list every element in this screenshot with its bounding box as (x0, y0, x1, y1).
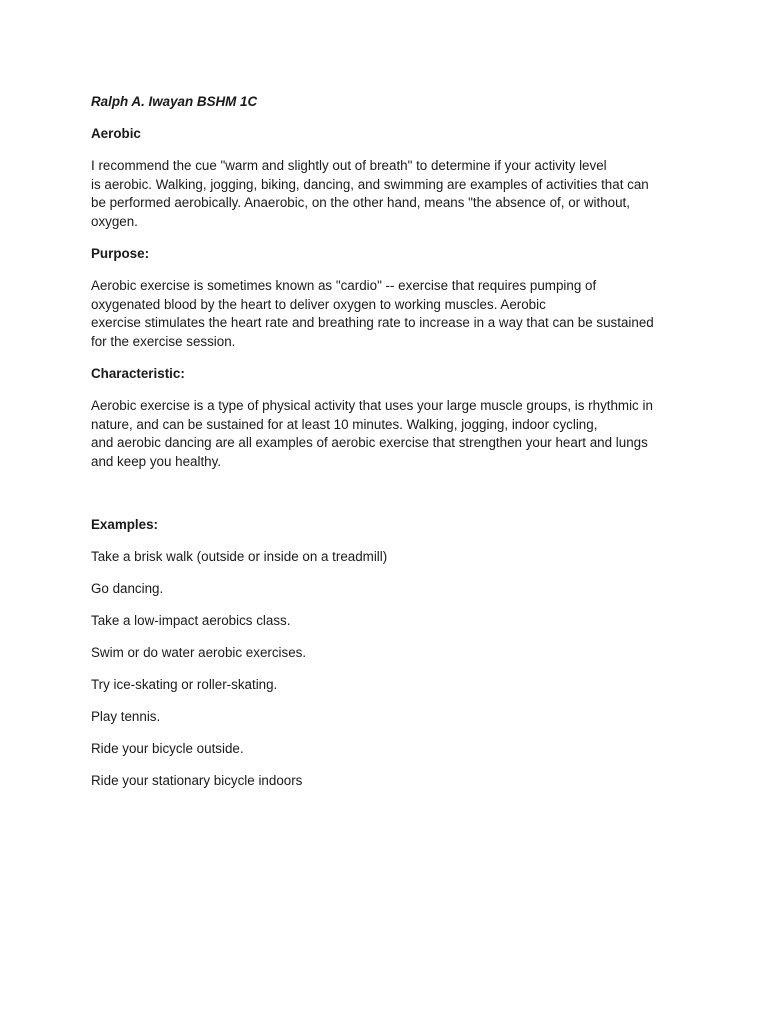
document-page (91, 93, 681, 804)
heading-examples: Examples: (91, 516, 158, 532)
paragraph-line: and keep you healthy. (91, 454, 222, 470)
paragraph-line: Aerobic exercise is a type of physical activity that uses your large muscle groups, is rhythmic in (91, 397, 653, 413)
example-item: Ride your stationary bicycle indoors (91, 772, 303, 788)
paragraph-line: is aerobic. Walking, jogging, biking, dancing, and swimming are examples of activities that can (91, 176, 649, 192)
paragraph-purpose (91, 277, 681, 352)
example-item: Go dancing. (91, 580, 164, 596)
paragraph-line: exercise stimulates the heart rate and breathing rate to increase in a way that can be sustained (91, 315, 654, 331)
paragraph-line: Aerobic exercise is sometimes known as "cardio" -- exercise that requires pumping of (91, 277, 597, 293)
heading-aerobic: Aerobic (91, 126, 141, 141)
paragraph-line: be performed aerobically. Anaerobic, on the other hand, means "the absence of, or without, (91, 195, 630, 211)
example-item: Play tennis. (91, 708, 161, 724)
paragraph-line: nature, and can be sustained for at least 10 minutes. Walking, jogging, indoor cycling, (91, 416, 598, 432)
example-item: Ride your bicycle outside. (91, 740, 244, 756)
examples-list (91, 548, 681, 791)
example-item: Swim or do water aerobic exercises. (91, 644, 307, 660)
paragraph-line: I recommend the cue "warm and slightly out of breath" to determine if your activity level (91, 157, 607, 173)
paragraph-line: oxygenated blood by the heart to deliver oxygen to working muscles. Aerobic (91, 296, 546, 312)
paragraph-line: for the exercise session. (91, 334, 236, 350)
paragraph-line: oxygen. (91, 214, 138, 230)
paragraph-line: and aerobic dancing are all examples of aerobic exercise that strengthen your heart and lungs (91, 435, 648, 451)
heading-characteristic: Characteristic: (91, 365, 185, 381)
example-item: Try ice-skating or roller-skating. (91, 676, 278, 692)
paragraph-aerobic (91, 157, 681, 232)
example-item: Take a brisk walk (outside or inside on a treadmill) (91, 548, 388, 564)
author-line: Ralph A. Iwayan BSHM 1C (91, 94, 258, 109)
heading-purpose: Purpose: (91, 245, 150, 261)
example-item: Take a low-impact aerobics class. (91, 612, 291, 628)
paragraph-characteristic (91, 397, 681, 472)
